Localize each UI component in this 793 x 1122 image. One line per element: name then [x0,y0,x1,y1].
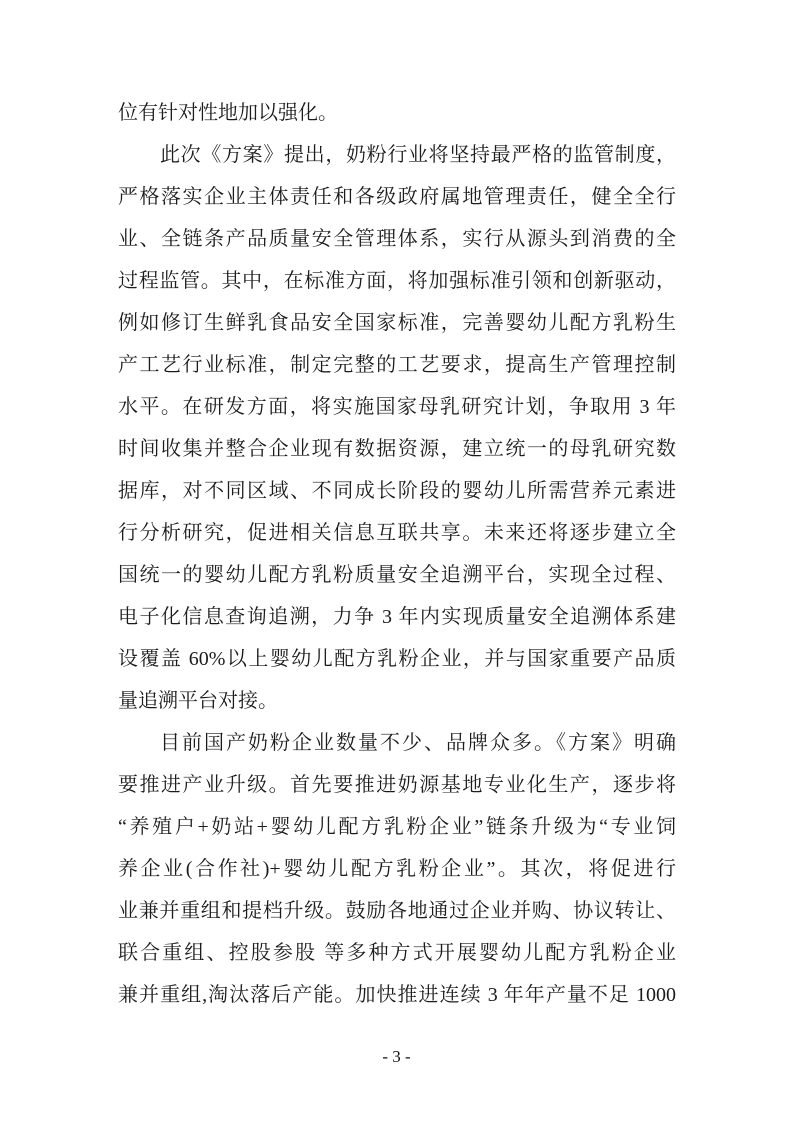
text-line: “养殖户+奶站+婴幼儿配方乳粉企业”链条升级为“专业饲 [118,816,676,838]
page-number: - 3 - [382,1047,411,1066]
text-line: 位有针对性地加以强化。 [118,102,338,124]
text-line: 目前国产奶粉企业数量不少、品牌众多。《方案》明确 [160,732,676,754]
text-line: 要推进产业升级。首先要推进奶源基地专业化生产，逐步将 [118,774,676,796]
text-line: 严格落实企业主体责任和各级政府属地管理责任，健全全行 [118,186,676,208]
text-line: 过程监管。其中，在标准方面，将加强标准引领和创新驱动， [118,270,676,292]
text-line: 产工艺行业标准，制定完整的工艺要求，提高生产管理控制 [118,354,676,376]
text-line: 此次《方案》提出，奶粉行业将坚持最严格的监管制度， [160,144,676,166]
text-line: 行分析研究，促进相关信息互联共享。未来还将逐步建立全 [118,522,676,544]
text-line: 业兼并重组和提档升级。鼓励各地通过企业并购、协议转让、 [118,900,676,922]
text-line: 联合重组、控股参股 等多种方式开展婴幼儿配方乳粉企业 [118,942,676,964]
text-line: 兼并重组,淘汰落后产能。加快推进连续 3 年年产量不足 1000 [118,984,676,1006]
text-line: 时间收集并整合企业现有数据资源，建立统一的母乳研究数 [118,438,676,460]
text-line: 国统一的婴幼儿配方乳粉质量安全追溯平台，实现全过程、 [118,564,676,586]
text-line: 业、全链条产品质量安全管理体系，实行从源头到消费的全 [118,228,676,250]
document-body [118,92,676,1016]
text-line: 水平。在研发方面，将实施国家母乳研究计划，争取用 3 年 [118,396,676,418]
text-line: 量追溯平台对接。 [118,690,278,712]
text-line: 电子化信息查询追溯，力争 3 年内实现质量安全追溯体系建 [118,606,676,628]
text-line: 设覆盖 60%以上婴幼儿配方乳粉企业，并与国家重要产品质 [118,648,676,670]
text-line: 据库，对不同区域、不同成长阶段的婴幼儿所需营养元素进 [118,480,676,502]
text-line: 养企业(合作社)+婴幼儿配方乳粉企业”。其次，将促进行 [118,858,676,880]
text-line: 例如修订生鲜乳食品安全国家标准，完善婴幼儿配方乳粉生 [118,312,676,334]
